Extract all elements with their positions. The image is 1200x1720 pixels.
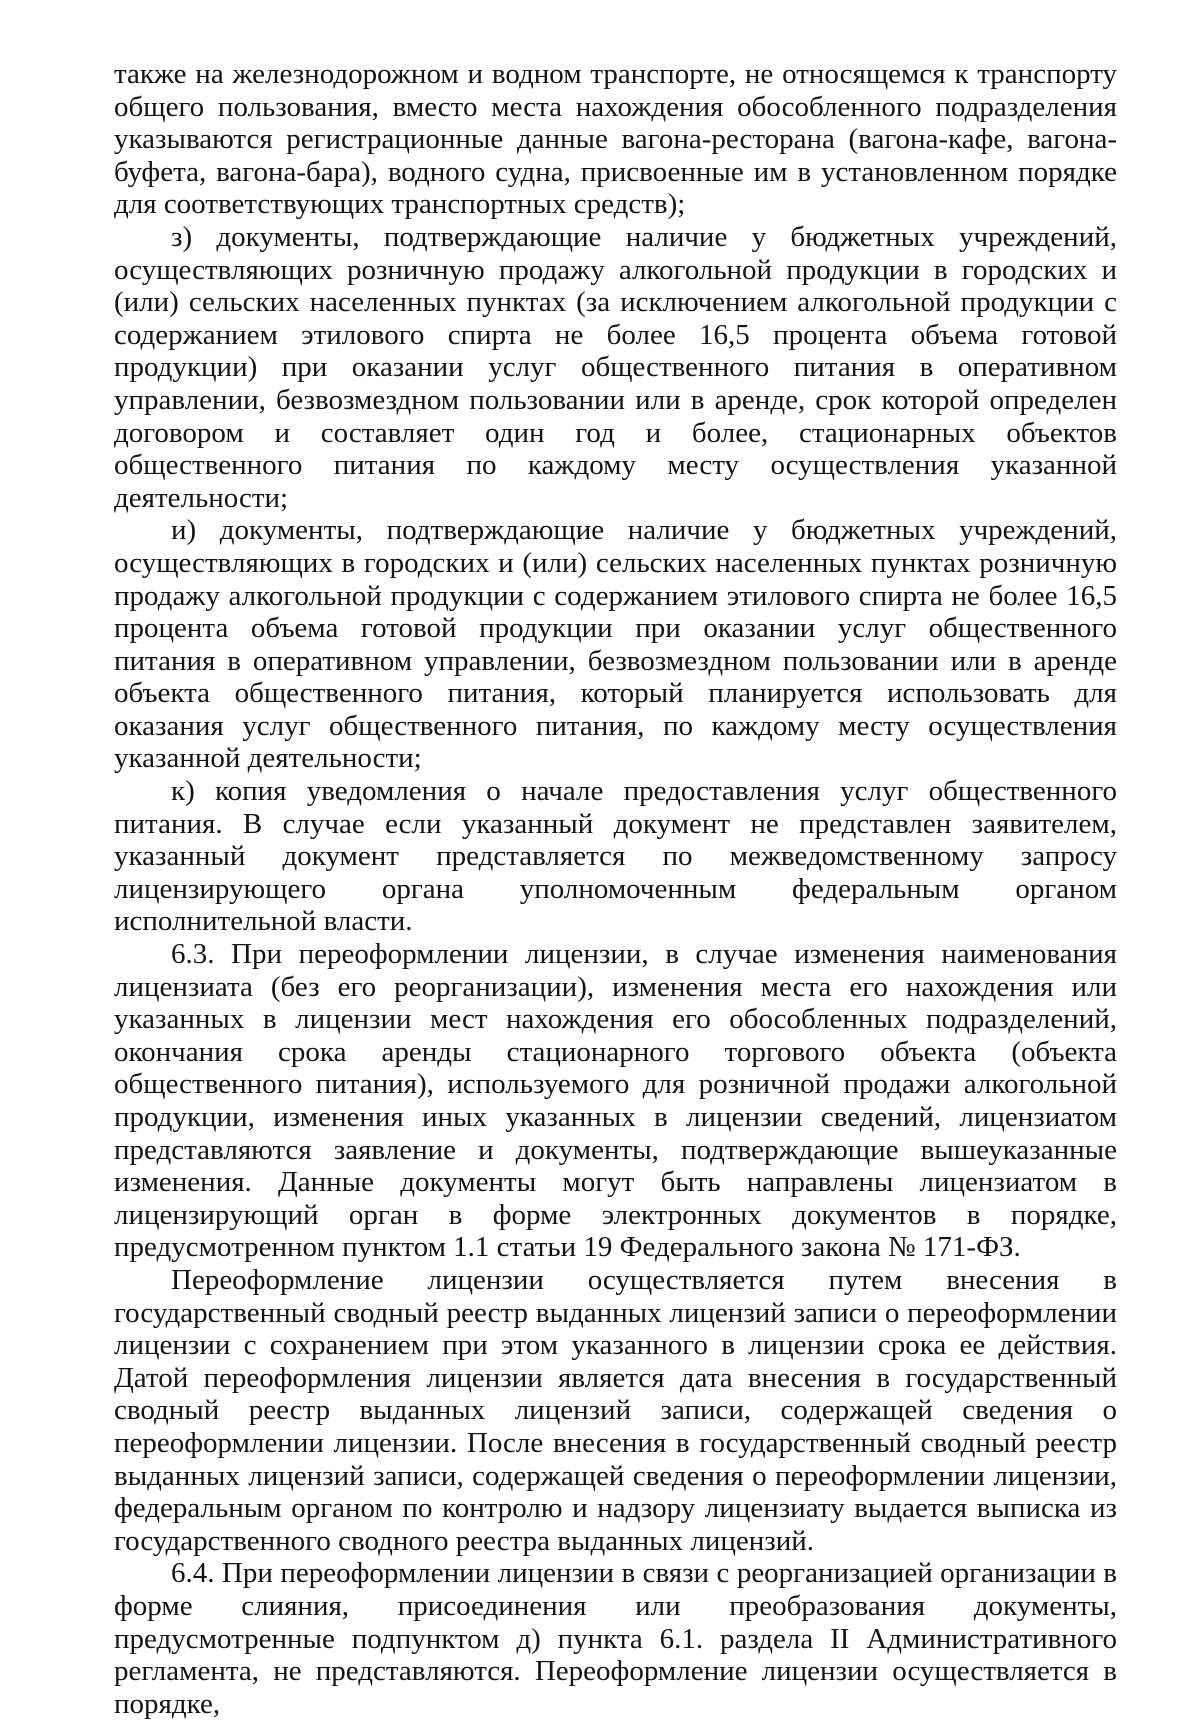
paragraph-item-k: к) копия уведомления о начале предоставления услуг общественного питания. В случае если указанный документ не представлен заявителем, указанный документ представляется по межведомственному запросу лицензирующего органа уполномоченным федеральным органом исполнительной власти.: [114, 775, 1117, 938]
paragraph-section-6-3: 6.3. При переоформлении лицензии, в случае изменения наименования лицензиата (без его реорганизации), изменения места его нахождения или указанных в лицензии мест нахождения его обособленных подразделений, окончания срока аренды стационарного торгового объекта (объекта общественного питания), используемого для розничной продажи алкогольной продукции, изменения иных указанных в лицензии сведений, лицензиатом представляются заявление и документы, подтверждающие вышеуказанные изменения. Данные документы могут быть направлены лицензиатом в лицензирующий орган в форме электронных документов в порядке, предусмотренном пунктом 1.1 статьи 19 Федерального закона № 171-ФЗ.: [114, 938, 1117, 1264]
document-page: [114, 58, 1117, 1720]
paragraph-item-z: з) документы, подтверждающие наличие у бюджетных учреждений, осуществляющих розничную продажу алкогольной продукции в городских и (или) сельских населенных пунктах (за исключением алкогольной продукции с содержанием этилового спирта не более 16,5 процента объема готовой продукции) при оказании услуг общественного питания в оперативном управлении, безвозмездном пользовании или в аренде, срок которой определен договором и составляет один год и более, стационарных объектов общественного питания по каждому месту осуществления указанной деятельности;: [114, 220, 1117, 514]
paragraph-section-6-4: 6.4. При переоформлении лицензии в связи с реорганизацией организации в форме слияния, присоединения или преобразования документы, предусмотренные подпунктом д) пункта 6.1. раздела II Административного регламента, не представляются. Переоформление лицензии осуществляется в порядке,: [114, 1557, 1117, 1720]
paragraph-continuation: также на железнодорожном и водном транспорте, не относящемся к транспорту общего пользования, вместо места нахождения обособленного подразделения указываются регистрационные данные вагона-ресторана (вагона-кафе, вагона-буфета, вагона-бара), водного судна, присвоенные им в установленном порядке для соответствующих транспортных средств);: [114, 58, 1117, 221]
paragraph-item-i: и) документы, подтверждающие наличие у бюджетных учреждений, осуществляющих в городских и (или) сельских населенных пунктах розничную продажу алкогольной продукции с содержанием этилового спирта не более 16,5 процента объема готовой продукции при оказании услуг общественного питания в оперативном управлении, безвозмездном пользовании или в аренде объекта общественного питания, который планируется использовать для оказания услуг общественного питания, по каждому месту осуществления указанной деятельности;: [114, 514, 1117, 775]
paragraph-reissue-procedure: Переоформление лицензии осуществляется путем внесения в государственный сводный реестр выданных лицензий записи о переоформлении лицензии с сохранением при этом указанного в лицензии срока ее действия. Датой переоформления лицензии является дата внесения в государственный сводный реестр выданных лицензий записи, содержащей сведения о переоформлении лицензии. После внесения в государственный сводный реестр выданных лицензий записи, содержащей сведения о переоформлении лицензии, федеральным органом по контролю и надзору лицензиату выдается выписка из государственного сводного реестра выданных лицензий.: [114, 1263, 1117, 1557]
